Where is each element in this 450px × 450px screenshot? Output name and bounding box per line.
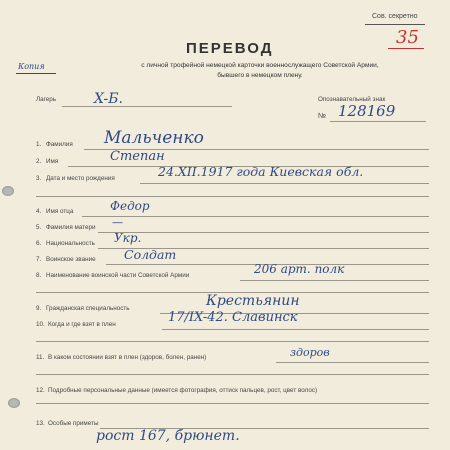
field-7-label: Воинское звание — [46, 256, 96, 263]
field-10-label: Когда и где взят в плен — [48, 321, 116, 328]
field-5-num: 5. — [36, 224, 42, 231]
field-8-num: 8. — [36, 272, 42, 279]
field-5-value: — — [112, 216, 123, 229]
document-title: ПЕРЕВОД — [186, 40, 274, 57]
field-11-rule-2 — [36, 374, 429, 375]
field-6-value: Укр. — [114, 231, 142, 245]
field-6-num: 6. — [36, 240, 42, 247]
field-12-rule — [36, 403, 429, 404]
field-7-num: 7. — [36, 256, 42, 263]
field-2-label: Имя — [46, 158, 59, 165]
field-10-rule-2 — [36, 341, 429, 342]
field-13-value: рост 167, брюнет. — [96, 428, 240, 444]
field-2-num: 2. — [36, 158, 42, 165]
document-subtitle-line1: с личной трофейной немецкой карточки военнослужащего Советской Армии, — [141, 62, 379, 69]
field-3-label: Дата и место рождения — [46, 175, 115, 182]
field-10-value: 17/IX-42. Славинск — [168, 310, 298, 325]
field-10-num: 10. — [36, 321, 45, 328]
field-11-value: здоров — [290, 346, 330, 359]
field-13-num: 13. — [36, 420, 45, 427]
page-number: 35 — [396, 27, 419, 48]
field-4-num: 4. — [36, 208, 42, 215]
field-1-label: Фамилия — [46, 141, 73, 148]
field-6-label: Национальность — [46, 240, 95, 247]
field-8-value: 206 арт. полк — [254, 262, 345, 276]
field-11-num: 11. — [36, 354, 45, 361]
punch-hole — [2, 186, 14, 196]
field-12-label: Подробные персональные данные (имеется фотография, оттиск пальцев, рост, цвет волос) — [48, 387, 318, 394]
tag-label: Опознавательный знак — [318, 96, 386, 103]
tag-rule — [330, 121, 426, 122]
field-1-num: 1. — [36, 141, 42, 148]
field-5-rule — [98, 232, 429, 233]
field-9-value: Крестьянин — [206, 293, 300, 309]
field-1-value: Мальченко — [104, 128, 204, 148]
field-8-label: Наименование воинской части Советской Армии — [46, 272, 190, 279]
field-13-label: Особые приметы — [48, 420, 99, 427]
secret-label: Сов. секретно — [372, 13, 418, 20]
field-4-rule — [82, 216, 429, 217]
tag-value: 128169 — [338, 102, 396, 120]
field-3-rule-2 — [36, 196, 429, 197]
field-9-num: 9. — [36, 305, 42, 312]
field-3-rule — [140, 183, 429, 184]
field-4-value: Федор — [110, 199, 150, 213]
secret-underline — [365, 24, 425, 25]
field-3-value: 24.XII.1917 года Киевская обл. — [158, 164, 364, 179]
field-5-label: Фамилия матери — [46, 224, 96, 231]
field-11-rule — [276, 362, 429, 363]
field-12-num: 12. — [36, 387, 45, 394]
tag-number-prefix: № — [318, 111, 327, 120]
field-10-rule — [162, 329, 429, 330]
field-2-value: Степан — [110, 149, 165, 164]
punch-hole — [8, 398, 20, 408]
field-9-label: Гражданская специальность — [46, 305, 130, 312]
copy-note-underline — [16, 73, 56, 74]
field-3-num: 3. — [36, 175, 42, 182]
field-11-label: В каком состоянии взят в плен (здоров, болен, ранен) — [48, 354, 207, 361]
copy-note: Копия — [18, 62, 45, 71]
document-subtitle-line2: бывшего в немецком плену. — [217, 72, 303, 79]
camp-label: Лагерь — [36, 96, 57, 103]
page-number-underline — [388, 48, 424, 49]
camp-rule — [62, 106, 232, 107]
field-7-value: Солдат — [124, 247, 177, 262]
camp-value: X-Б. — [94, 91, 123, 107]
field-8-rule — [240, 280, 429, 281]
field-4-label: Имя отца — [46, 208, 74, 215]
